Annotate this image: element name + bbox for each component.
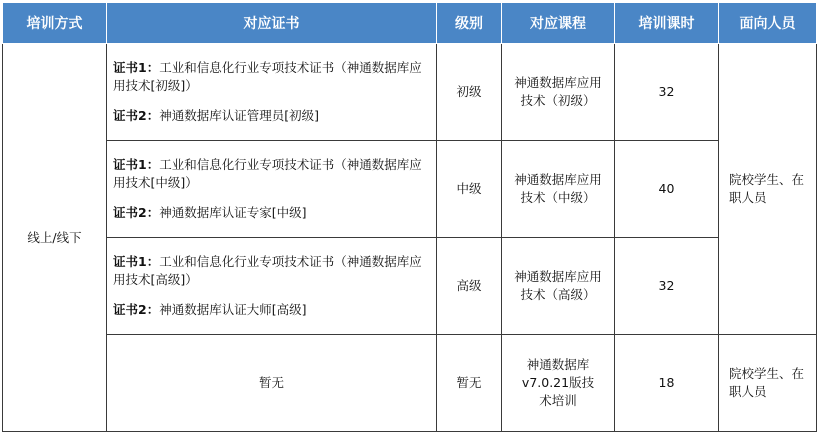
header-course: 对应课程: [502, 3, 615, 44]
hours-cell: 40: [615, 141, 719, 238]
course-text: 神通数据库应用技术（高级）: [514, 269, 602, 302]
cert1-label: 证书1：: [113, 60, 160, 75]
level-cell: 初级: [437, 44, 502, 141]
certificate-cell: 暂无: [107, 335, 437, 432]
level-cell: 暂无: [437, 335, 502, 432]
certificate-cell: [107, 141, 437, 238]
certificate-cell: [107, 44, 437, 141]
course-cell: [502, 44, 615, 141]
course-cell: [502, 335, 615, 432]
hours-cell: 32: [615, 238, 719, 335]
training-method-cell: 线上/线下: [3, 44, 107, 432]
header-audience: 面向人员: [719, 3, 817, 44]
header-level: 级别: [437, 3, 502, 44]
audience-cell: 院校学生、在职人员: [719, 335, 817, 432]
table-row: [3, 238, 817, 335]
certificate-cell: [107, 238, 437, 335]
hours-cell: 18: [615, 335, 719, 432]
cert1-text: 工业和信息化行业专项技术证书（神通数据库应用技术[初级]）: [113, 60, 422, 93]
cert2-label: 证书2：: [113, 302, 160, 317]
table-row: [3, 141, 817, 238]
hours-cell: 32: [615, 44, 719, 141]
course-cell: [502, 141, 615, 238]
cert2-text: 神通数据库认证大师[高级]: [159, 302, 307, 317]
course-text: 神通数据库v7.0.21版技术培训: [521, 357, 595, 408]
cert2-text: 神通数据库认证管理员[初级]: [159, 108, 319, 123]
cert2-label: 证书2：: [113, 108, 160, 123]
cert2-text: 神通数据库认证专家[中级]: [159, 205, 307, 220]
cert1-text: 工业和信息化行业专项技术证书（神通数据库应用技术[中级]）: [113, 157, 422, 190]
training-table: [2, 2, 817, 432]
cert2-label: 证书2：: [113, 205, 160, 220]
course-text: 神通数据库应用技术（初级）: [514, 75, 602, 108]
header-row: [3, 3, 817, 44]
course-text: 神通数据库应用技术（中级）: [514, 172, 602, 205]
table-row: [3, 335, 817, 432]
course-cell: [502, 238, 615, 335]
level-cell: 高级: [437, 238, 502, 335]
header-certificate: 对应证书: [107, 3, 437, 44]
table-row: [3, 44, 817, 141]
cert1-text: 工业和信息化行业专项技术证书（神通数据库应用技术[高级]）: [113, 254, 422, 287]
audience-cell: 院校学生、在职人员: [719, 44, 817, 335]
header-hours: 培训课时: [615, 3, 719, 44]
cert1-label: 证书1：: [113, 254, 160, 269]
header-method: 培训方式: [3, 3, 107, 44]
level-cell: 中级: [437, 141, 502, 238]
cert1-label: 证书1：: [113, 157, 160, 172]
